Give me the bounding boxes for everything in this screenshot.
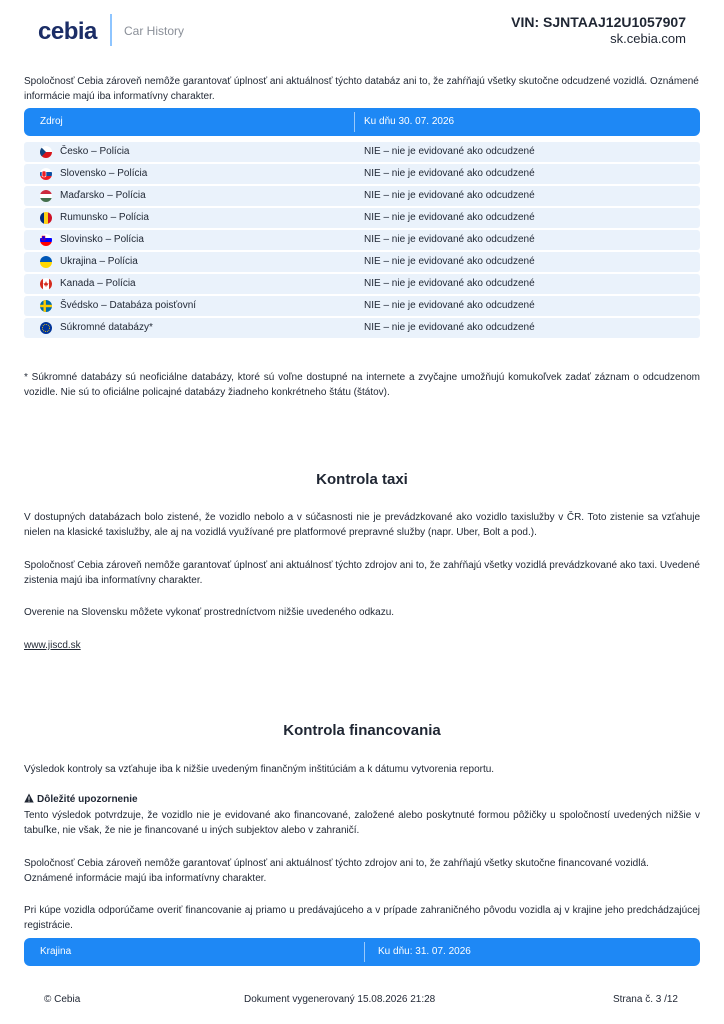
row-source: Súkromné databázy* xyxy=(60,322,153,333)
table-row xyxy=(24,252,700,272)
report-header xyxy=(0,0,724,64)
site-url[interactable]: sk.cebia.com xyxy=(610,31,686,46)
finance-section-title: Kontrola financovania xyxy=(283,722,441,739)
table-row xyxy=(24,274,700,294)
sk-flag-icon xyxy=(40,168,52,180)
finance-paragraph-1: Výsledok kontroly sa vzťahuje iba k nižšie uvedeným finančným inštitúciám a k dátumu vytvorenia reportu. xyxy=(24,764,495,775)
finance-paragraph-4: Pri kúpe vozidla odporúčame overiť financovanie aj priamo u predávajúceho a v prípade zahraničného pôvodu vozidla aj v krajine jeho predchádzajúcej registrácie. xyxy=(24,905,700,931)
row-source: Rumunsko – Polícia xyxy=(60,212,149,223)
hu-flag-icon xyxy=(40,190,52,202)
si-flag-icon xyxy=(40,234,52,246)
ca-flag-icon xyxy=(40,278,52,290)
se-flag-icon xyxy=(40,300,52,312)
ro-flag-icon xyxy=(40,212,52,224)
row-status: NIE – nie je evidované ako odcudzené xyxy=(364,278,535,289)
table-row xyxy=(24,230,700,250)
column-source: Zdroj xyxy=(40,116,63,127)
warning-heading xyxy=(24,793,138,806)
taxi-paragraph-2: Spoločnosť Cebia zároveň nemôže garantovať úplnosť ani aktuálnosť týchto zdrojov ani to, že zahŕňajú všetky vozidlá prevádzkované ako taxi. Uvedené zistenia majú iba informatívny charakter. xyxy=(24,560,700,586)
footer-page-number: Strana č. 3 /12 xyxy=(612,994,678,1005)
taxi-paragraph-1: V dostupných databázach bolo zistené, že vozidlo nebolo a v súčasnosti nie je prevádzkované ako vozidlo taxislužby v ČR. Toto zistenie sa vzťahuje nielen na klasické taxislužby, ale aj na vozidlá využívané pre platformové prepravné služby (napr. Uber, Bolt a pod.). xyxy=(24,512,700,538)
header-divider xyxy=(110,14,112,46)
row-status: NIE – nie je evidované ako odcudzené xyxy=(364,168,535,179)
row-status: NIE – nie je evidované ako odcudzené xyxy=(364,256,535,267)
stolen-intro: Spoločnosť Cebia zároveň nemôže garantovať úplnosť ani aktuálnosť týchto databáz ani to, že zahŕňajú všetky skutočne odcudzené vozidlá. Oznámené informácie majú iba informatívny charakter. xyxy=(24,76,699,102)
row-source: Česko – Polícia xyxy=(60,146,130,157)
table-row xyxy=(24,186,700,206)
table-row xyxy=(24,164,700,184)
cz-flag-icon xyxy=(40,146,52,158)
table-row xyxy=(24,296,700,316)
finance-table-header xyxy=(24,938,700,966)
table-row xyxy=(24,318,700,338)
ua-flag-icon xyxy=(40,256,52,268)
taxi-link-container xyxy=(24,638,700,653)
row-status: NIE – nie je evidované ako odcudzené xyxy=(364,212,535,223)
warning-title: Dôležité upozornenie xyxy=(37,794,138,805)
taxi-section-title: Kontrola taxi xyxy=(316,471,408,488)
finance-table xyxy=(24,938,700,966)
header-subtitle: Car History xyxy=(124,24,185,38)
row-status: NIE – nie je evidované ako odcudzené xyxy=(364,234,535,245)
row-source: Slovinsko – Polícia xyxy=(60,234,144,245)
column-date: Ku dňu 30. 07. 2026 xyxy=(364,116,455,127)
row-status: NIE – nie je evidované ako odcudzené xyxy=(364,322,535,333)
row-source: Maďarsko – Polícia xyxy=(60,190,146,201)
row-source: Kanada – Polícia xyxy=(60,278,136,289)
finance-paragraph-2: Tento výsledok potvrdzuje, že vozidlo nie je evidované ako financované, založené alebo poskytnuté formou pôžičky u spoločností uvedených nižšie v tabuľke, nie však, že nie je financované u iných subjektov alebo v zahraničí. xyxy=(24,810,700,836)
eu-flag-icon xyxy=(40,322,52,334)
row-source: Slovensko – Polícia xyxy=(60,168,148,179)
column-divider xyxy=(354,112,355,132)
row-source: Švédsko – Databáza poisťovní xyxy=(60,300,197,311)
jiscd-link[interactable]: www.jiscd.sk xyxy=(24,640,81,651)
column-divider xyxy=(364,942,365,962)
warning-icon xyxy=(24,793,34,806)
vin-number: VIN: SJNTAAJ12U1057907 xyxy=(511,14,686,30)
private-db-footnote: * Súkromné databázy sú neoficiálne databázy, ktoré sú voľne dostupné na internete a zvyčajne umožňujú komukoľvek zadať záznam o odcudzenom vozidle. Nie sú to oficiálne policajné databázy žiadneho konkrétneho štátu (štátov). xyxy=(24,372,700,398)
taxi-paragraph-3: Overenie na Slovensku môžete vykonať prostredníctvom nižšie uvedeného odkazu. xyxy=(24,607,395,618)
stolen-table-header xyxy=(24,108,700,136)
table-row xyxy=(24,142,700,162)
footer-copyright: © Cebia xyxy=(44,994,81,1005)
row-status: NIE – nie je evidované ako odcudzené xyxy=(364,300,535,311)
page-footer xyxy=(0,992,724,1012)
column-date: Ku dňu: 31. 07. 2026 xyxy=(378,946,471,957)
footer-generated: Dokument vygenerovaný 15.08.2026 21:28 xyxy=(244,994,436,1005)
column-country: Krajina xyxy=(40,946,72,957)
stolen-table xyxy=(24,108,700,338)
table-row xyxy=(24,208,700,228)
cebia-logo: cebia xyxy=(38,18,97,45)
finance-paragraph-3: Spoločnosť Cebia zároveň nemôže garantovať úplnosť ani aktuálnosť týchto zdrojov ani to, že zahŕňajú všetky skutočne financované vozidlá. Oznámené informácie majú iba informatívny charakter. xyxy=(24,858,649,884)
row-source: Ukrajina – Polícia xyxy=(60,256,138,267)
row-status: NIE – nie je evidované ako odcudzené xyxy=(364,146,535,157)
row-status: NIE – nie je evidované ako odcudzené xyxy=(364,190,535,201)
